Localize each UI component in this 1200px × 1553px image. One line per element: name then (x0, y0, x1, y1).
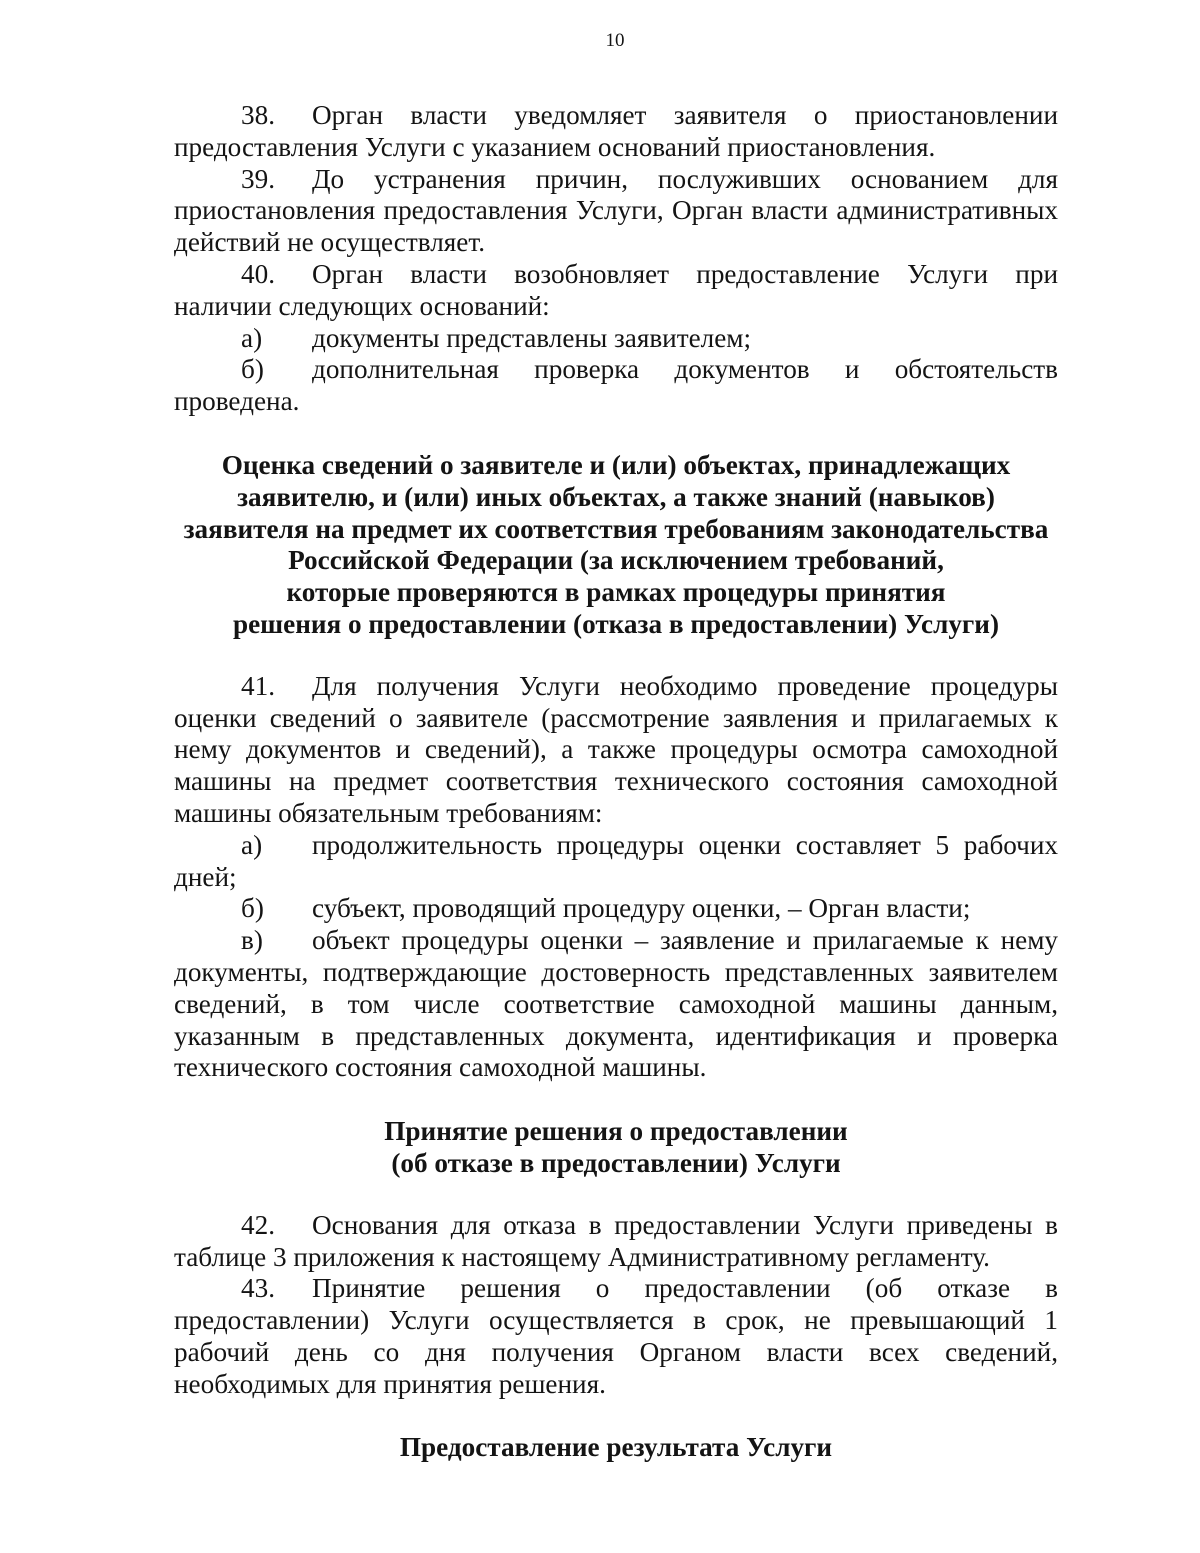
page-number: 10 (605, 30, 625, 51)
paragraph-number: 40. (241, 258, 275, 289)
section-heading-assessment (174, 450, 1058, 641)
list-item-40a (174, 323, 1058, 355)
heading-line: Принятие решения о предоставлении (384, 1116, 848, 1147)
paragraph-number: 42. (241, 1209, 275, 1240)
paragraph-text: Основания для отказа в предоставлении Услуги приведены в таблице 3 приложения к настоящему Административному регламенту. (174, 1209, 1058, 1272)
list-text: дополнительная проверка документов и обстоятельств проведена. (174, 354, 1058, 417)
heading-line: Российской Федерации (за исключением требований, (288, 545, 944, 576)
heading-line: которые проверяются в рамках процедуры принятия (286, 577, 946, 608)
paragraph-42 (174, 1210, 1058, 1274)
heading-line: заявителя на предмет их соответствия требованиям законодательства (183, 513, 1049, 544)
list-text: объект процедуры оценки – заявление и прилагаемые к нему документы, подтверждающие достоверность представленных заявителем сведений, в том числе соответствие самоходной машины данным, указанным в представленных документа, идентификация и проверка технического состояния самоходной машины. (174, 925, 1058, 1083)
heading-line: заявителю, и (или) иных объектах, а также знаний (навыков) (237, 481, 995, 512)
paragraph-number: 39. (241, 163, 275, 194)
section-heading-decision (174, 1116, 1058, 1180)
heading-line: Оценка сведений о заявителе и (или) объектах, принадлежащих (221, 449, 1011, 480)
list-text: продолжительность процедуры оценки составляет 5 рабочих дней; (174, 829, 1058, 892)
list-letter: а) (241, 829, 263, 860)
heading-line: (об отказе в предоставлении) Услуги (391, 1147, 841, 1178)
paragraph-43 (174, 1273, 1058, 1400)
paragraph-41 (174, 671, 1058, 830)
paragraph-number: 41. (241, 670, 275, 701)
paragraph-text: Орган власти возобновляет предоставление Услуги при наличии следующих оснований: (174, 258, 1058, 321)
list-item-41b (174, 893, 1058, 925)
heading-line: решения о предоставлении (отказа в предоставлении) Услуги) (232, 608, 999, 639)
paragraph-38 (174, 100, 1058, 164)
list-text: субъект, проводящий процедуру оценки, – Орган власти; (312, 893, 971, 924)
paragraph-40 (174, 259, 1058, 323)
heading-line: Предоставление результата Услуги (399, 1432, 833, 1463)
paragraph-text: Для получения Услуги необходимо проведение процедуры оценки сведений о заявителе (рассмотрение заявления и прилагаемых к нему документов и сведений), а также процедуры осмотра самоходной машины на предмет соответствия технического состояния самоходной машины обязательным требованиям: (174, 670, 1058, 828)
paragraph-number: 38. (241, 100, 275, 130)
document-body (174, 100, 1058, 1464)
paragraph-text: Орган власти уведомляет заявителя о приостановлении предоставления Услуги с указанием оснований приостановления. (174, 100, 1058, 162)
paragraph-text: До устранения причин, послуживших основанием для приостановления предоставления Услуги, Орган власти административных действий не осуществляет. (174, 163, 1058, 258)
list-text: документы представлены заявителем; (312, 322, 752, 353)
paragraph-text: Принятие решения о предоставлении (об отказе в предоставлении) Услуги осуществляется в срок, не превышающий 1 рабочий день со дня получения Органом власти всех сведений, необходимых для принятия решения. (174, 1273, 1058, 1399)
paragraph-39 (174, 164, 1058, 259)
list-item-41c (174, 925, 1058, 1084)
list-letter: а) (241, 322, 263, 353)
list-item-40b (174, 354, 1058, 418)
paragraph-number: 43. (241, 1273, 275, 1304)
list-letter: б) (241, 893, 264, 924)
list-letter: б) (241, 354, 264, 385)
section-heading-result (174, 1432, 1058, 1464)
list-item-41a (174, 830, 1058, 894)
list-letter: в) (241, 925, 263, 956)
